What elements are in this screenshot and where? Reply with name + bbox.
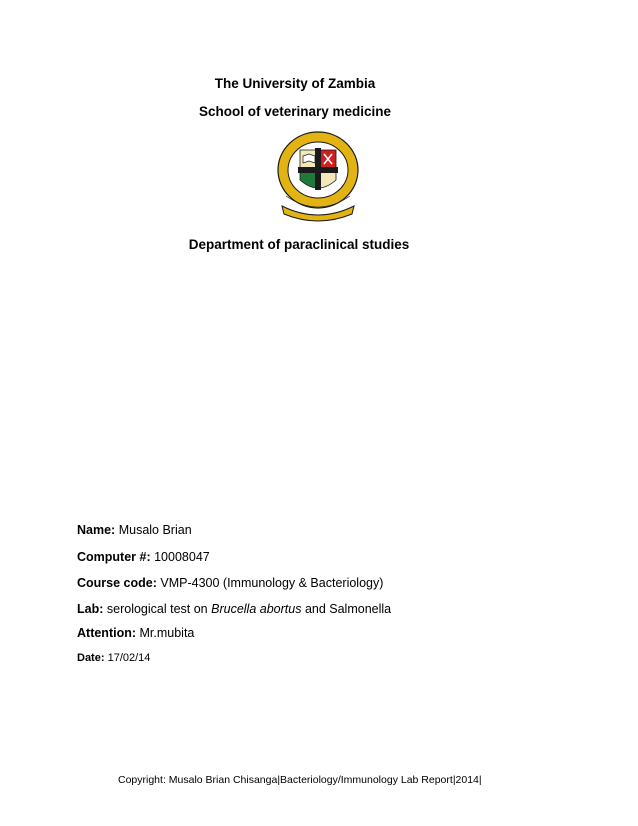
department-title: Department of paraclinical studies	[188, 237, 410, 252]
date-label: Date:	[77, 652, 105, 664]
date-row	[77, 652, 150, 664]
computer-row	[77, 550, 210, 564]
name-row	[77, 523, 192, 537]
computer-value: 10008047	[154, 550, 210, 564]
attention-label: Attention:	[77, 626, 137, 640]
lab-organism: Brucella abortus	[211, 602, 302, 616]
university-title: The University of Zambia	[214, 76, 376, 91]
lab-pre: serological test on	[106, 602, 208, 616]
date-value: 17/02/14	[107, 652, 151, 664]
school-title: School of veterinary medicine	[198, 104, 392, 119]
course-row	[77, 576, 383, 590]
course-label: Course code:	[77, 576, 157, 590]
course-value: VMP-4300 (Immunology & Bacteriology)	[160, 576, 384, 590]
lab-label: Lab:	[77, 602, 104, 616]
lab-post: and Salmonella	[304, 602, 392, 616]
attention-row	[77, 626, 194, 640]
attention-value: Mr.mubita	[139, 626, 195, 640]
computer-label: Computer #:	[77, 550, 151, 564]
footer-copyright: Copyright: Musalo Brian Chisanga|Bacteriology/Immunology Lab Report|2014|	[118, 774, 482, 786]
name-label: Name:	[77, 523, 116, 537]
lab-row	[77, 602, 391, 616]
university-crest-icon	[276, 130, 360, 222]
name-value: Musalo Brian	[118, 523, 192, 537]
